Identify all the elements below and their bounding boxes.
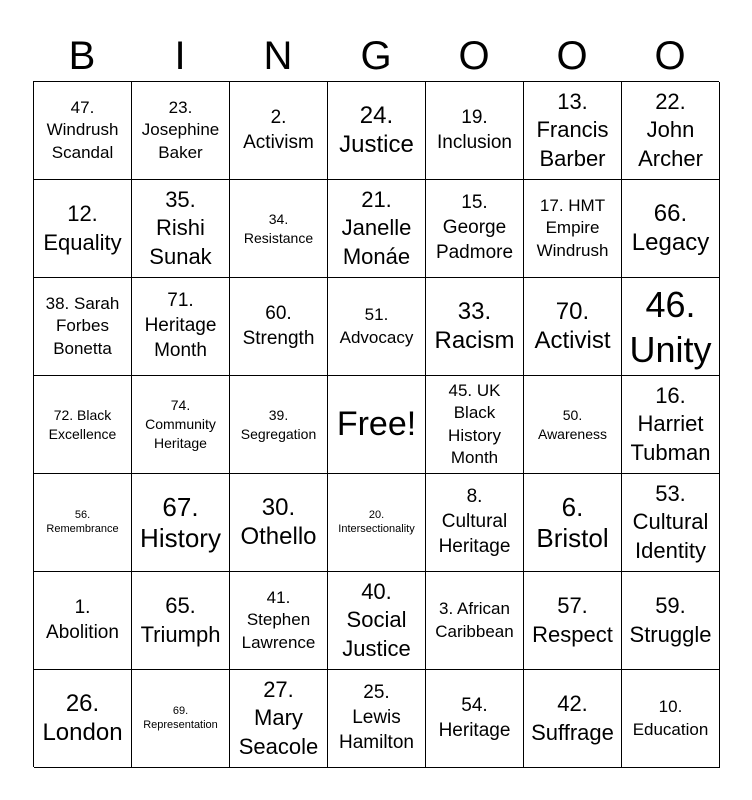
bingo-cell-label: 13. Francis Barber	[536, 88, 609, 171]
bingo-cell[interactable]	[524, 572, 622, 670]
bingo-cell[interactable]	[426, 376, 524, 474]
bingo-cell-label: 59. Struggle	[629, 592, 712, 647]
bingo-cell-label: 10. Education	[632, 697, 709, 739]
bingo-cell-label: 30. Othello	[240, 493, 317, 550]
bingo-cell[interactable]	[132, 376, 230, 474]
bingo-cell[interactable]	[34, 474, 132, 572]
bingo-cell[interactable]	[328, 474, 426, 572]
bingo-cell-label: 38. Sarah Forbes Bonetta	[45, 294, 120, 358]
header-letter-4: G	[360, 34, 392, 78]
bingo-cell-label: 24. Justice	[339, 101, 414, 158]
bingo-cell-label: 16. Harriet Tubman	[630, 382, 711, 465]
bingo-cell-label: 70. Activist	[534, 297, 611, 354]
bingo-cell-label: 42. Suffrage	[531, 690, 614, 745]
bingo-cell[interactable]	[426, 278, 524, 376]
header-letter-2: I	[174, 34, 186, 78]
header-letter-6: O	[556, 34, 588, 78]
bingo-cell[interactable]	[230, 278, 328, 376]
free-space-cell[interactable]	[328, 376, 426, 474]
bingo-cell[interactable]	[230, 376, 328, 474]
bingo-cell[interactable]	[622, 376, 720, 474]
bingo-cell[interactable]	[34, 82, 132, 180]
bingo-cell[interactable]	[622, 572, 720, 670]
bingo-cell-label: 54. Heritage	[438, 694, 511, 741]
bingo-board	[33, 81, 719, 767]
header-letter-1: B	[68, 34, 96, 78]
bingo-cell-label: 25. Lewis Hamilton	[339, 682, 414, 753]
bingo-cell-label: 33. Racism	[434, 297, 515, 354]
bingo-cell[interactable]	[524, 180, 622, 278]
bingo-cell-label: 57. Respect	[532, 592, 613, 647]
bingo-cell-label: 67. History	[140, 491, 221, 553]
bingo-cell-label: 41. Stephen Lawrence	[241, 588, 316, 652]
bingo-cell[interactable]	[34, 670, 132, 768]
bingo-cell-label: 34. Resistance	[243, 210, 314, 246]
bingo-cell-label: 2. Activism	[243, 106, 314, 153]
bingo-cell[interactable]	[426, 474, 524, 572]
bingo-cell-label: 35. Rishi Sunak	[149, 186, 212, 269]
bingo-cell-label: 40. Social Justice	[342, 578, 411, 661]
bingo-cell-label: 72. Black Excellence	[48, 406, 117, 442]
bingo-cell[interactable]	[230, 670, 328, 768]
bingo-cell[interactable]	[622, 278, 720, 376]
bingo-cell[interactable]	[230, 82, 328, 180]
bingo-cell-label: 71. Heritage Month	[144, 290, 217, 361]
bingo-cell-label: 60. Strength	[242, 302, 315, 349]
bingo-cell[interactable]	[524, 82, 622, 180]
header-letter-5: O	[458, 34, 490, 78]
bingo-cell-label: 21. Janelle Monáe	[341, 186, 412, 269]
bingo-cell-label: 51. Advocacy	[339, 305, 414, 347]
bingo-cell-label: 65. Triumph	[140, 592, 221, 647]
bingo-cell[interactable]	[132, 180, 230, 278]
bingo-cell-label: 66. Legacy	[631, 199, 710, 256]
bingo-cell[interactable]	[426, 670, 524, 768]
bingo-cell-label: 8. Cultural Heritage	[438, 486, 511, 557]
bingo-cell[interactable]	[34, 180, 132, 278]
bingo-cell-label: 1. Abolition	[46, 596, 119, 643]
bingo-cell[interactable]	[132, 278, 230, 376]
bingo-cell[interactable]	[132, 670, 230, 768]
bingo-cell[interactable]	[328, 180, 426, 278]
bingo-cell[interactable]	[524, 670, 622, 768]
bingo-cell[interactable]	[524, 474, 622, 572]
bingo-cell-label: 15. George Padmore	[435, 192, 514, 263]
bingo-cell[interactable]	[328, 82, 426, 180]
bingo-cell[interactable]	[230, 474, 328, 572]
bingo-cell[interactable]	[426, 572, 524, 670]
bingo-header	[33, 28, 719, 84]
bingo-cell-label: 23. Josephine Baker	[141, 98, 220, 162]
bingo-cell[interactable]	[622, 474, 720, 572]
bingo-cell-label: 45. UK Black History Month	[448, 381, 501, 467]
bingo-cell-label: 17. HMT Empire Windrush	[536, 196, 609, 260]
bingo-cell-label: 56. Remembrance	[46, 509, 119, 535]
bingo-cell-label: 47. Windrush Scandal	[46, 98, 119, 162]
bingo-cell[interactable]	[34, 278, 132, 376]
bingo-cell[interactable]	[132, 474, 230, 572]
bingo-cell[interactable]	[132, 82, 230, 180]
bingo-cell-label: Free!	[336, 405, 417, 444]
bingo-cell[interactable]	[34, 572, 132, 670]
bingo-cell-label: 19. Inclusion	[437, 106, 512, 153]
bingo-cell-label: 20. Intersectionality	[338, 509, 415, 535]
header-letter-3: N	[263, 34, 293, 78]
bingo-cell[interactable]	[230, 180, 328, 278]
bingo-cell[interactable]	[132, 572, 230, 670]
bingo-cell[interactable]	[622, 670, 720, 768]
bingo-cell-label: 12. Equality	[43, 200, 122, 255]
bingo-cell[interactable]	[524, 278, 622, 376]
bingo-cell[interactable]	[328, 278, 426, 376]
bingo-cell[interactable]	[426, 180, 524, 278]
bingo-cell-label: 53. Cultural Identity	[632, 480, 709, 563]
bingo-cell[interactable]	[622, 180, 720, 278]
bingo-cell-label: 74. Community Heritage	[145, 397, 216, 451]
bingo-cell-label: 50. Awareness	[537, 406, 607, 442]
bingo-cell[interactable]	[328, 670, 426, 768]
bingo-cell-label: 26. London	[42, 689, 123, 746]
bingo-cell-label: 69. Representation	[143, 705, 218, 731]
bingo-cell-label: 3. African Caribbean	[435, 599, 514, 641]
bingo-cell-label: 6. Bristol	[536, 491, 609, 553]
bingo-cell[interactable]	[622, 82, 720, 180]
bingo-cell[interactable]	[230, 572, 328, 670]
bingo-cell-label: 46. Unity	[629, 283, 712, 370]
bingo-cell[interactable]	[328, 572, 426, 670]
bingo-cell[interactable]	[426, 82, 524, 180]
header-letter-7: O	[654, 34, 686, 78]
bingo-cell-label: 39. Segregation	[240, 406, 317, 442]
bingo-cell[interactable]	[524, 376, 622, 474]
bingo-cell-label: 22. John Archer	[638, 88, 703, 171]
bingo-cell-label: 27. Mary Seacole	[238, 676, 319, 759]
bingo-cell[interactable]	[34, 376, 132, 474]
